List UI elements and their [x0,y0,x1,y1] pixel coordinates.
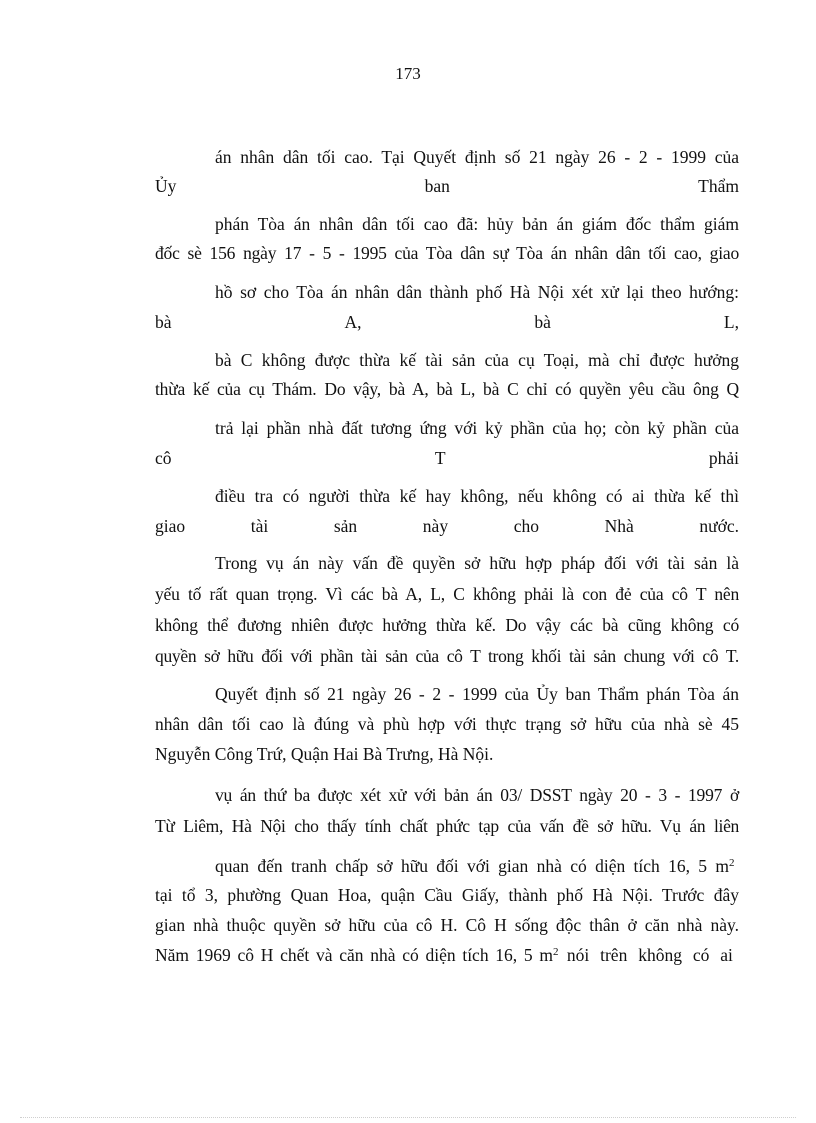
word: bà [534,312,551,332]
word: L, [723,312,739,332]
superscript: 2 [729,857,735,869]
word: tài [250,516,269,536]
text-line: hồ sơ cho Tòa án nhân dân thành phố Hà Nội xét xử lại theo hướng: [215,282,739,302]
text-line: quyền sở hữu đối với phần tài sản của cô T trong khối tài sản chung với cô T. [155,646,739,666]
text-line: yếu tố rất quan trọng. Vì các bà A, L, C không phải là con đẻ của cô T nên [155,584,739,604]
word: T [434,448,446,468]
word: nước. [699,516,739,536]
text-line: án nhân dân tối cao. Tại Quyết định số 21 ngày 26 - 2 - 1999 của [215,147,739,167]
text-line: thừa kế của cụ Thám. Do vậy, bà A, bà L, bà C chỉ có quyền yêu cầu ông Q [155,379,739,399]
text-line-justified [155,515,739,537]
page-bottom-border [20,1117,796,1118]
text-line: trả lại phần nhà đất tương ứng với kỷ phần của họ; còn kỷ phần của [215,418,739,438]
word: sản [333,516,358,536]
text-line-justified [155,311,739,333]
line-text: quan đến tranh chấp sở hữu đối với gian nhà có diện tích 16, 5 m [215,856,729,876]
superscript: 2 [553,946,559,958]
text-line [215,855,739,877]
text-line: tại tổ 3, phường Quan Hoa, quận Cầu Giấy, thành phố Hà Nội. Trước đây [155,885,739,905]
text-line: phán Tòa án nhân dân tối cao đã: hủy bản án giám đốc thẩm giám [215,214,739,234]
word: bà [155,312,172,332]
text-line: bà C không được thừa kế tài sản của cụ Toại, mà chỉ được hưởng [215,350,739,370]
text-line: Từ Liêm, Hà Nội cho thấy tính chất phức tạp của vấn đề sở hữu. Vụ án liên [155,816,739,836]
text-line: vụ án thứ ba được xét xử với bản án 03/ DSST ngày 20 - 3 - 1997 ở [215,785,739,805]
text-line: Nguyễn Công Trứ, Quận Hai Bà Trưng, Hà Nội. [155,744,494,764]
word: phải [708,448,739,468]
text-line-justified [155,175,739,197]
text-line-justified [155,447,739,469]
word: Ủy [155,176,177,196]
line-text: Năm 1969 cô H chết và căn nhà có diện tích 16, 5 m [155,945,553,965]
word: Nhà [604,516,634,536]
word: cô [155,448,172,468]
word: Thẩm [698,176,739,196]
text-line: nhân dân tối cao là đúng và phù hợp với thực trạng sở hữu của nhà sè 45 [155,714,739,734]
page-number: 173 [395,64,421,83]
text-line: gian nhà thuộc quyền sở hữu của cô H. Cô H sống độc thân ở căn nhà này. [155,915,739,935]
text-line: đốc sè 156 ngày 17 - 5 - 1995 của Tòa dân sự Tòa án nhân dân tối cao, giao [155,243,739,263]
text-line: điều tra có người thừa kế hay không, nếu không có ai thừa kế thì [215,486,739,506]
word: ban [424,176,450,196]
text-line [155,944,739,966]
word: này [422,516,449,536]
word: giao [155,516,186,536]
text-line: không thể đương nhiên được hưởng thừa kế. Do vậy các bà cũng không có [155,615,739,635]
text-line: Trong vụ án này vấn đề quyền sở hữu hợp pháp đối với tài sản là [215,553,739,573]
line-text: nói trên không có ai [566,945,733,965]
word: A, [344,312,362,332]
text-line: Quyết định số 21 ngày 26 - 2 - 1999 của Ủy ban Thẩm phán Tòa án [215,684,739,704]
word: cho [513,516,539,536]
